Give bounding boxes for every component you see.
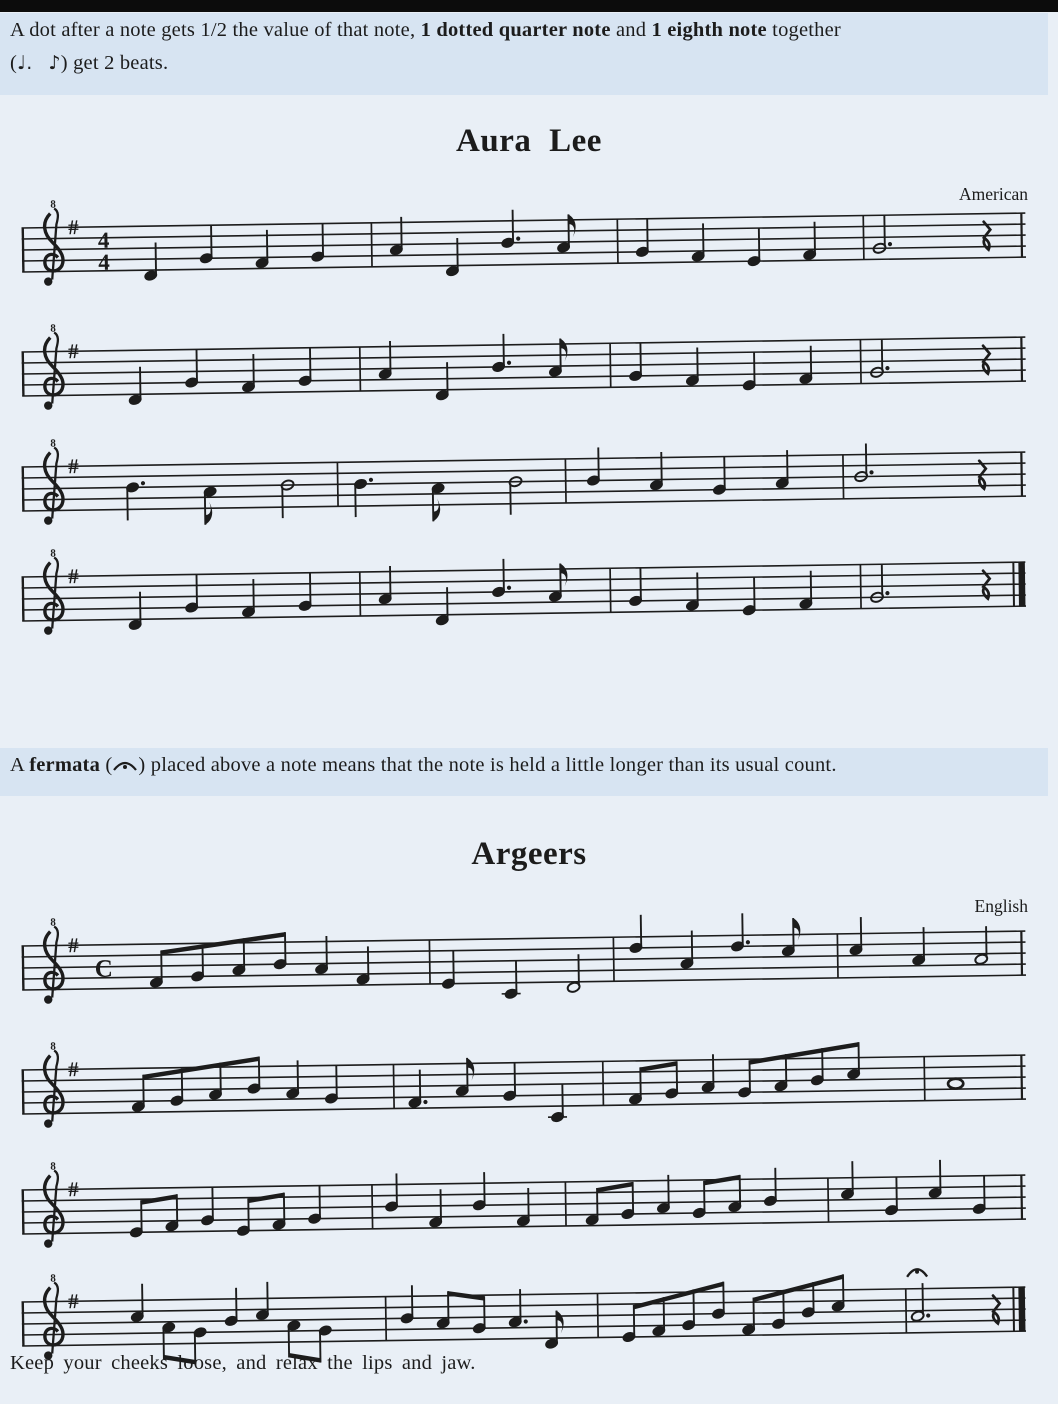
measure [907,1268,1000,1325]
end-barline [1021,1055,1022,1099]
svg-text:#: # [68,564,79,589]
fermata-mark [907,1269,927,1277]
note [184,574,199,613]
svg-text:#: # [68,1057,79,1082]
treble-clef-octave-icon [43,1040,64,1127]
measure [353,459,566,523]
measure [125,462,338,526]
key-signature-sharp [68,1289,79,1313]
treble-clef-octave-icon [43,916,64,1003]
treble-clef-octave-icon [43,1160,64,1247]
note [200,1187,215,1226]
svg-text:C: C [94,955,114,983]
time-signature-4-4 [98,228,111,275]
svg-text:#: # [68,215,79,240]
beam [248,1193,284,1204]
measure [441,937,615,1001]
note [436,1291,451,1329]
staff-system-aura-lee-3 [21,422,1035,550]
music-notation-svg [21,422,1033,550]
svg-text:8: 8 [50,1272,56,1285]
end-barline [1021,1175,1022,1219]
measure [127,347,360,406]
barline [337,462,338,506]
note [399,1285,414,1324]
text-segment: A dot after a note gets 1/2 the value of that note, [10,19,421,41]
bold-text-segment: 1 eighth note [651,19,767,41]
note [586,447,601,486]
bold-text-segment: 1 dotted quarter note [420,19,611,41]
note [472,1296,487,1334]
measure [853,442,986,491]
text-segment [32,52,48,74]
staff-system-argeers-3 [21,1145,1035,1273]
measure [628,1041,925,1105]
note [236,1199,251,1237]
note [129,1200,144,1238]
note [502,1063,517,1102]
barline [393,1064,394,1108]
barline [863,216,864,260]
beam [633,1282,723,1310]
svg-text:8: 8 [50,437,56,450]
treble-clef-octave-icon [43,547,64,634]
measure [377,557,610,627]
barline [906,1289,907,1333]
text-segment: and [610,19,652,41]
barline [828,1178,829,1222]
barline [372,1185,373,1229]
svg-text:8: 8 [50,1040,56,1053]
text-segment: ( [10,52,18,74]
key-signature-sharp [68,1057,79,1081]
measure [389,208,618,278]
note [628,915,643,954]
barline [610,568,611,612]
note [621,1305,636,1343]
note [907,1269,930,1322]
end-barline [1021,931,1022,975]
key-signature-sharp [68,339,79,363]
svg-text:#: # [68,933,79,958]
bold-text-segment: fermata [29,754,101,776]
note [324,1065,339,1104]
key-signature-sharp [68,215,79,239]
note [972,1176,987,1215]
note [741,1298,756,1336]
final-barline-thin [1013,1287,1014,1331]
treble-clef-octave-icon [43,322,64,409]
svg-text:#: # [68,1177,79,1202]
origin-label-english: English [974,896,1028,916]
barline [610,343,611,387]
barline [860,565,861,609]
measure [628,912,838,981]
note [431,482,446,521]
music-notation-svg [21,901,1033,1029]
svg-text:8: 8 [50,322,56,335]
fermata-icon [112,754,138,776]
note [199,225,214,264]
note [742,577,757,616]
svg-text:8: 8 [50,547,56,560]
text-segment: A [10,754,30,776]
note [298,573,313,612]
note [928,1160,943,1199]
key-signature-sharp [68,933,79,957]
final-barline-thin [1013,562,1014,606]
end-barline [1021,337,1022,381]
text-segment: ) placed above a note means that the note is held a little longer than its usual count. [138,754,837,776]
svg-text:8: 8 [50,198,56,211]
measure [628,565,861,618]
end-barline [1021,213,1022,257]
note [224,1288,239,1327]
barline [565,1182,566,1226]
note [628,343,643,382]
beam [753,1274,843,1302]
beam [448,1291,484,1302]
note [307,1186,322,1225]
note [628,1067,643,1105]
svg-text:#: # [68,454,79,479]
svg-text:#: # [68,339,79,364]
measure [586,444,844,503]
svg-text:8: 8 [50,1160,56,1173]
final-barline-thick [1018,562,1025,606]
note [149,950,164,988]
svg-text:4: 4 [97,227,110,253]
note [441,951,456,990]
staff-system-aura-lee-4 [21,532,1035,660]
barline [924,1057,925,1101]
measure [848,915,988,967]
text-segment: together [766,19,841,41]
footer-tip-text: Keep your cheeks loose, and relax the lips and jaw. [10,1352,476,1374]
measure [384,1171,566,1229]
final-barline-thick [1018,1287,1025,1331]
note [628,568,643,607]
beam [597,1182,633,1193]
staff-system-argeers-2 [21,1025,1035,1153]
note [948,1079,963,1089]
fermata-text-line [10,754,837,777]
intro-text-line1 [10,19,841,42]
text-segment: ) get 2 beats. [60,52,169,74]
treble-clef-octave-icon [43,198,64,285]
note [298,348,313,387]
note [884,1177,899,1216]
key-signature-sharp [68,564,79,588]
note [184,349,199,388]
barline [860,340,861,384]
note [848,917,863,956]
beam [141,1194,177,1205]
barline [837,934,838,978]
measure [621,1273,907,1343]
intro-text-line2 [10,52,168,75]
measure [628,340,861,393]
note [501,961,521,1000]
note [310,224,325,263]
staff-system-argeers-1 [21,901,1035,1029]
barline [617,219,618,263]
measure [948,1079,963,1089]
beam [704,1175,740,1186]
measure [584,1167,828,1226]
svg-text:8: 8 [50,916,56,929]
barline [429,940,430,984]
measure [131,1054,395,1112]
note [746,228,761,267]
treble-clef-octave-icon [43,437,64,524]
end-barline [1021,452,1022,496]
note [255,1282,270,1321]
piece-title-argeers: Argeers [471,836,587,872]
svg-text:4: 4 [98,249,110,275]
note [781,918,801,957]
treble-clef-octave-icon [43,1272,64,1359]
note [692,1181,707,1219]
staff-system-aura-lee-2 [21,307,1035,435]
note [737,1060,752,1098]
measure [143,223,372,282]
measure [149,930,431,989]
barline [386,1297,387,1341]
barline [597,1293,598,1337]
staff-system-aura-lee-1 [21,183,1035,311]
music-notation-svg [21,307,1033,435]
measure [635,216,864,269]
note [472,1172,487,1211]
svg-text:#: # [68,1289,79,1314]
key-signature-sharp [68,454,79,478]
barline [360,347,361,391]
text-segment: ( [100,754,113,776]
barline [843,455,844,499]
note [712,457,727,496]
beam [640,1061,677,1072]
note [548,1084,568,1123]
music-notation-svg [21,532,1033,660]
barline [613,937,614,981]
barline [360,572,361,616]
origin-label-american: American [959,184,1028,204]
note-glyph: ♩. [17,52,33,74]
note [840,1161,855,1200]
note [131,1075,146,1113]
note [384,1173,399,1212]
music-notation-svg [21,1025,1033,1153]
measure [127,572,360,631]
measure [407,1056,603,1125]
beam [749,1042,859,1065]
piece-title-aura-lee: Aura Lee [456,123,602,159]
note [763,1168,778,1207]
measure [377,332,610,402]
time-signature-common [95,956,113,983]
music-notation-svg [21,183,1033,311]
note [742,352,757,391]
barline [371,223,372,267]
music-notation-svg [21,1145,1033,1273]
top-bar [0,0,1058,12]
key-signature-sharp [68,1177,79,1201]
barline [603,1061,604,1105]
barline [565,459,566,503]
note [203,486,218,525]
note [130,1284,145,1323]
note [585,1188,600,1226]
note [635,219,650,258]
note-glyph: ♪ [48,52,61,74]
